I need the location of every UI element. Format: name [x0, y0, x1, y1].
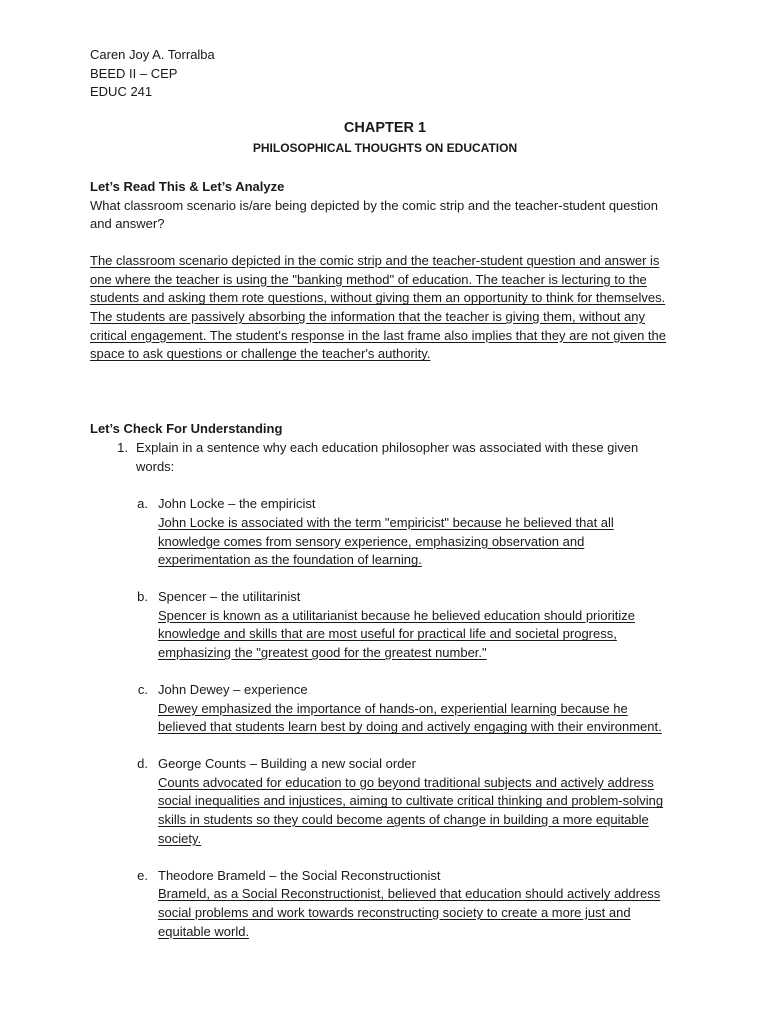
item-number: 1.: [117, 439, 128, 455]
item-letter: c.: [137, 681, 148, 697]
item-body: [158, 867, 678, 942]
philosopher-list: [90, 495, 680, 941]
list-item-spencer: [90, 588, 680, 663]
list-item-dewey: [90, 681, 680, 737]
item-body: [158, 681, 678, 737]
list-item-brameld: [90, 867, 680, 942]
student-program: BEED II – CEP: [90, 65, 178, 81]
read-analyze-answer: The classroom scenario depicted in the comic strip and the teacher-student question and answer is one where the teacher is using the "banking method" of education. The teacher is lecturing to the students and asking them rote questions, without giving them an opportunity to think for themselves. The students are passively absorbing the information that the teacher is giving them, without any critical engagement. The student's response in the last frame also implies that they are not given the space to ask questions or challenge the teacher's authority.: [90, 252, 667, 362]
item-letter: b.: [137, 589, 148, 605]
check-understanding-heading: Let’s Check For Understanding: [90, 421, 283, 437]
read-analyze-heading: Let’s Read This & Let’s Analyze: [90, 178, 285, 194]
read-analyze-question: What classroom scenario is/are being depicted by the comic strip and the teacher-student question and answer?: [90, 197, 658, 232]
item-letter: e.: [137, 867, 148, 883]
numbered-item-1: [90, 439, 680, 476]
course-code: EDUC 241: [90, 84, 153, 100]
item-answer: Dewey emphasized the importance of hands-on, experiential learning because he believed that students learn best by doing and actively engaging with their environment.: [158, 700, 662, 735]
item-prompt: John Locke – the empiricist: [158, 496, 316, 512]
list-item-locke: [90, 495, 680, 570]
item-body: [158, 588, 678, 663]
item-answer: Spencer is known as a utilitarianist because he believed education should prioritize knowledge and skills that are most useful for practical life and societal progress, emphasizing the "greatest good for the greatest number.": [158, 607, 635, 661]
item-letter: a.: [137, 496, 148, 512]
item-answer: Counts advocated for education to go beyond traditional subjects and actively address social inequalities and injustices, aiming to cultivate critical thinking and problem-solving skills in students so they could become agents of change in building a more equitable society.: [158, 774, 664, 846]
item-letter: d.: [137, 755, 148, 771]
student-name: Caren Joy A. Torralba: [90, 47, 215, 62]
list-item-counts: [90, 755, 680, 849]
item-body: [158, 755, 678, 849]
item-instruction: Explain in a sentence why each education philosopher was associated with these given words:: [136, 439, 639, 474]
item-body: [158, 495, 678, 570]
item-prompt: George Counts – Building a new social order: [158, 755, 416, 771]
item-prompt: Theodore Brameld – the Social Reconstructionist: [158, 867, 441, 883]
chapter-subtitle: PHILOSOPHICAL THOUGHTS ON EDUCATION: [252, 141, 518, 156]
chapter-title: CHAPTER 1: [343, 120, 427, 137]
item-prompt: John Dewey – experience: [158, 681, 308, 697]
item-prompt: Spencer – the utilitarinist: [158, 589, 301, 605]
document-page: [90, 46, 680, 959]
item-answer: John Locke is associated with the term "empiricist" because he believed that all knowledge comes from sensory experience, emphasizing observation and experimentation as the foundation of learning.: [158, 514, 614, 568]
item-answer: Brameld, as a Social Reconstructionist, believed that education should actively address social problems and work towards reconstructing society to create a more just and equitable world.: [158, 886, 661, 939]
